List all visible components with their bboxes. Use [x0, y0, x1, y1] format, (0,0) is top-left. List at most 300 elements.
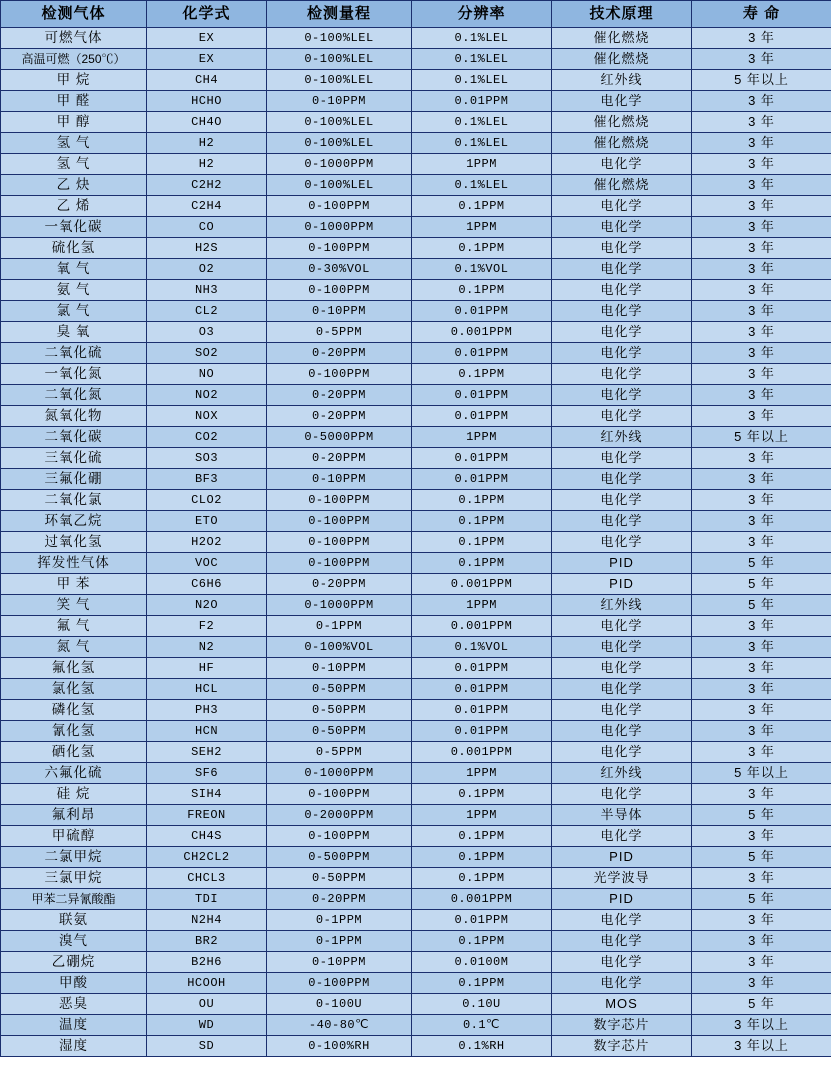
- cell-gas: 三氧化硫: [1, 448, 147, 469]
- cell-resolution: 0.001PPM: [412, 574, 552, 595]
- column-header-gas: 检测气体: [1, 1, 147, 28]
- cell-gas: 联氨: [1, 910, 147, 931]
- cell-formula: TDI: [147, 889, 267, 910]
- cell-formula: CH4S: [147, 826, 267, 847]
- cell-formula: SO3: [147, 448, 267, 469]
- cell-range: 0-5PPM: [267, 742, 412, 763]
- cell-resolution: 0.001PPM: [412, 616, 552, 637]
- table-row: [1, 595, 831, 616]
- table-row: [1, 91, 831, 112]
- table-row: [1, 28, 831, 49]
- cell-lifetime: 5 年: [692, 889, 831, 910]
- table-row: [1, 280, 831, 301]
- cell-principle: 催化燃烧: [552, 28, 692, 49]
- cell-formula: HCHO: [147, 91, 267, 112]
- cell-range: 0-20PPM: [267, 889, 412, 910]
- cell-gas: 氟化氢: [1, 658, 147, 679]
- cell-range: 0-10PPM: [267, 952, 412, 973]
- table-row: [1, 637, 831, 658]
- cell-formula: SD: [147, 1036, 267, 1057]
- cell-principle: 电化学: [552, 259, 692, 280]
- cell-formula: CO2: [147, 427, 267, 448]
- cell-range: 0-100PPM: [267, 532, 412, 553]
- cell-range: 0-20PPM: [267, 448, 412, 469]
- cell-gas: 甲 醇: [1, 112, 147, 133]
- cell-formula: SF6: [147, 763, 267, 784]
- cell-principle: 电化学: [552, 217, 692, 238]
- table-row: [1, 511, 831, 532]
- cell-gas: 湿度: [1, 1036, 147, 1057]
- cell-principle: 红外线: [552, 595, 692, 616]
- cell-gas: 环氧乙烷: [1, 511, 147, 532]
- cell-principle: 电化学: [552, 973, 692, 994]
- table-row: [1, 427, 831, 448]
- cell-resolution: 0.01PPM: [412, 91, 552, 112]
- table-row: [1, 1036, 831, 1057]
- cell-range: 0-100%VOL: [267, 637, 412, 658]
- cell-formula: CL2: [147, 301, 267, 322]
- cell-resolution: 0.01PPM: [412, 301, 552, 322]
- cell-lifetime: 5 年以上: [692, 427, 831, 448]
- cell-gas: 氢 气: [1, 133, 147, 154]
- cell-principle: 电化学: [552, 469, 692, 490]
- cell-principle: 红外线: [552, 70, 692, 91]
- cell-lifetime: 3 年: [692, 532, 831, 553]
- cell-lifetime: 3 年: [692, 511, 831, 532]
- table-row: [1, 721, 831, 742]
- cell-lifetime: 3 年: [692, 700, 831, 721]
- table-row: [1, 973, 831, 994]
- cell-lifetime: 3 年: [692, 406, 831, 427]
- cell-formula: CO: [147, 217, 267, 238]
- cell-range: 0-100PPM: [267, 553, 412, 574]
- cell-principle: 电化学: [552, 658, 692, 679]
- cell-range: 0-1PPM: [267, 616, 412, 637]
- cell-lifetime: 3 年: [692, 154, 831, 175]
- cell-range: 0-100PPM: [267, 784, 412, 805]
- cell-formula: N2H4: [147, 910, 267, 931]
- table-header: [1, 1, 831, 28]
- cell-gas: 二氧化碳: [1, 427, 147, 448]
- cell-formula: H2: [147, 154, 267, 175]
- cell-range: 0-2000PPM: [267, 805, 412, 826]
- cell-formula: F2: [147, 616, 267, 637]
- cell-principle: 催化燃烧: [552, 133, 692, 154]
- cell-gas: 二氯甲烷: [1, 847, 147, 868]
- cell-resolution: 1PPM: [412, 763, 552, 784]
- cell-lifetime: 5 年: [692, 574, 831, 595]
- cell-lifetime: 3 年: [692, 658, 831, 679]
- cell-lifetime: 3 年: [692, 784, 831, 805]
- cell-range: 0-10PPM: [267, 301, 412, 322]
- cell-resolution: 0.001PPM: [412, 322, 552, 343]
- cell-resolution: 0.01PPM: [412, 343, 552, 364]
- cell-lifetime: 3 年: [692, 301, 831, 322]
- cell-principle: 数字芯片: [552, 1036, 692, 1057]
- cell-gas: 二氧化氮: [1, 385, 147, 406]
- cell-lifetime: 3 年: [692, 196, 831, 217]
- cell-resolution: 0.1PPM: [412, 511, 552, 532]
- cell-gas: 甲硫醇: [1, 826, 147, 847]
- cell-formula: O3: [147, 322, 267, 343]
- cell-range: 0-50PPM: [267, 868, 412, 889]
- cell-principle: 电化学: [552, 532, 692, 553]
- cell-gas: 氟 气: [1, 616, 147, 637]
- cell-lifetime: 3 年: [692, 280, 831, 301]
- cell-resolution: 0.1%VOL: [412, 637, 552, 658]
- cell-range: 0-500PPM: [267, 847, 412, 868]
- table-header-row: [1, 1, 831, 28]
- cell-principle: 电化学: [552, 448, 692, 469]
- cell-principle: 催化燃烧: [552, 175, 692, 196]
- cell-range: 0-50PPM: [267, 721, 412, 742]
- cell-gas: 硒化氢: [1, 742, 147, 763]
- cell-resolution: 0.1PPM: [412, 490, 552, 511]
- cell-lifetime: 3 年以上: [692, 1036, 831, 1057]
- cell-formula: EX: [147, 28, 267, 49]
- cell-range: -40-80℃: [267, 1015, 412, 1036]
- table-row: [1, 343, 831, 364]
- table-row: [1, 742, 831, 763]
- table-row: [1, 469, 831, 490]
- cell-resolution: 0.1PPM: [412, 868, 552, 889]
- cell-lifetime: 3 年: [692, 322, 831, 343]
- cell-range: 0-100U: [267, 994, 412, 1015]
- cell-gas: 乙 炔: [1, 175, 147, 196]
- column-header-lifetime: 寿 命: [692, 1, 831, 28]
- table-row: [1, 301, 831, 322]
- cell-gas: 臭 氧: [1, 322, 147, 343]
- cell-resolution: 0.1%LEL: [412, 28, 552, 49]
- table-row: [1, 406, 831, 427]
- cell-principle: 光学波导: [552, 868, 692, 889]
- cell-principle: 电化学: [552, 784, 692, 805]
- cell-resolution: 0.01PPM: [412, 721, 552, 742]
- cell-resolution: 0.1%LEL: [412, 133, 552, 154]
- cell-formula: C2H4: [147, 196, 267, 217]
- cell-lifetime: 3 年: [692, 973, 831, 994]
- table-row: [1, 448, 831, 469]
- cell-principle: 电化学: [552, 301, 692, 322]
- cell-resolution: 0.0100M: [412, 952, 552, 973]
- cell-formula: N2O: [147, 595, 267, 616]
- cell-resolution: 0.1%VOL: [412, 259, 552, 280]
- cell-lifetime: 3 年: [692, 868, 831, 889]
- cell-range: 0-20PPM: [267, 574, 412, 595]
- table-row: [1, 490, 831, 511]
- cell-resolution: 0.1PPM: [412, 931, 552, 952]
- cell-principle: 电化学: [552, 154, 692, 175]
- cell-resolution: 0.1PPM: [412, 826, 552, 847]
- cell-range: 0-100%LEL: [267, 49, 412, 70]
- cell-gas: 硫化氢: [1, 238, 147, 259]
- cell-lifetime: 5 年以上: [692, 70, 831, 91]
- cell-formula: B2H6: [147, 952, 267, 973]
- table-row: [1, 217, 831, 238]
- cell-formula: BR2: [147, 931, 267, 952]
- cell-gas: 氮 气: [1, 637, 147, 658]
- cell-lifetime: 3 年: [692, 952, 831, 973]
- cell-lifetime: 3 年: [692, 721, 831, 742]
- cell-resolution: 0.1PPM: [412, 280, 552, 301]
- table-row: [1, 322, 831, 343]
- cell-gas: 磷化氢: [1, 700, 147, 721]
- cell-formula: H2O2: [147, 532, 267, 553]
- cell-gas: 氰化氢: [1, 721, 147, 742]
- cell-range: 0-100%LEL: [267, 28, 412, 49]
- cell-formula: EX: [147, 49, 267, 70]
- cell-formula: CH4: [147, 70, 267, 91]
- cell-formula: VOC: [147, 553, 267, 574]
- cell-lifetime: 3 年: [692, 133, 831, 154]
- cell-resolution: 0.01PPM: [412, 448, 552, 469]
- cell-resolution: 0.01PPM: [412, 679, 552, 700]
- table-row: [1, 868, 831, 889]
- cell-resolution: 0.001PPM: [412, 742, 552, 763]
- cell-range: 0-100%LEL: [267, 112, 412, 133]
- cell-principle: 电化学: [552, 385, 692, 406]
- table-row: [1, 175, 831, 196]
- cell-gas: 乙硼烷: [1, 952, 147, 973]
- cell-range: 0-20PPM: [267, 343, 412, 364]
- cell-range: 0-100PPM: [267, 490, 412, 511]
- cell-resolution: 0.01PPM: [412, 658, 552, 679]
- cell-formula: CH4O: [147, 112, 267, 133]
- table-row: [1, 931, 831, 952]
- cell-formula: HF: [147, 658, 267, 679]
- column-header-principle: 技术原理: [552, 1, 692, 28]
- cell-range: 0-100PPM: [267, 280, 412, 301]
- cell-gas: 三氟化硼: [1, 469, 147, 490]
- cell-resolution: 0.1PPM: [412, 784, 552, 805]
- cell-principle: 半导体: [552, 805, 692, 826]
- cell-principle: 数字芯片: [552, 1015, 692, 1036]
- cell-principle: 电化学: [552, 721, 692, 742]
- cell-range: 0-100PPM: [267, 364, 412, 385]
- cell-formula: SIH4: [147, 784, 267, 805]
- cell-lifetime: 3 年: [692, 742, 831, 763]
- cell-lifetime: 5 年: [692, 595, 831, 616]
- cell-gas: 乙 烯: [1, 196, 147, 217]
- cell-principle: 电化学: [552, 322, 692, 343]
- table-row: [1, 259, 831, 280]
- cell-range: 0-1000PPM: [267, 763, 412, 784]
- cell-resolution: 0.1PPM: [412, 532, 552, 553]
- cell-range: 0-100%LEL: [267, 70, 412, 91]
- cell-lifetime: 3 年: [692, 490, 831, 511]
- cell-range: 0-100PPM: [267, 826, 412, 847]
- cell-lifetime: 5 年: [692, 847, 831, 868]
- cell-resolution: 0.1PPM: [412, 847, 552, 868]
- cell-gas: 溴气: [1, 931, 147, 952]
- cell-lifetime: 5 年: [692, 805, 831, 826]
- table-row: [1, 700, 831, 721]
- cell-principle: 电化学: [552, 511, 692, 532]
- cell-resolution: 0.01PPM: [412, 469, 552, 490]
- cell-principle: 电化学: [552, 343, 692, 364]
- column-header-range: 检测量程: [267, 1, 412, 28]
- cell-resolution: 1PPM: [412, 595, 552, 616]
- cell-lifetime: 3 年: [692, 679, 831, 700]
- table-row: [1, 238, 831, 259]
- table-row: [1, 847, 831, 868]
- cell-lifetime: 3 年: [692, 49, 831, 70]
- table-row: [1, 658, 831, 679]
- cell-formula: HCOOH: [147, 973, 267, 994]
- cell-formula: SEH2: [147, 742, 267, 763]
- cell-formula: NOX: [147, 406, 267, 427]
- cell-gas: 三氯甲烷: [1, 868, 147, 889]
- cell-principle: 红外线: [552, 763, 692, 784]
- cell-gas: 甲酸: [1, 973, 147, 994]
- cell-lifetime: 3 年: [692, 448, 831, 469]
- cell-resolution: 1PPM: [412, 217, 552, 238]
- table-row: [1, 154, 831, 175]
- cell-principle: 电化学: [552, 490, 692, 511]
- table-row: [1, 574, 831, 595]
- cell-gas: 氟利昂: [1, 805, 147, 826]
- cell-principle: 催化燃烧: [552, 112, 692, 133]
- cell-gas: 过氧化氢: [1, 532, 147, 553]
- cell-principle: 电化学: [552, 826, 692, 847]
- cell-formula: ETO: [147, 511, 267, 532]
- table-row: [1, 826, 831, 847]
- cell-lifetime: 3 年: [692, 910, 831, 931]
- cell-gas: 可燃气体: [1, 28, 147, 49]
- cell-gas: 二氧化氯: [1, 490, 147, 511]
- column-header-formula: 化学式: [147, 1, 267, 28]
- cell-formula: FREON: [147, 805, 267, 826]
- table-row: [1, 553, 831, 574]
- cell-lifetime: 3 年: [692, 238, 831, 259]
- cell-gas: 一氧化氮: [1, 364, 147, 385]
- cell-range: 0-30%VOL: [267, 259, 412, 280]
- cell-lifetime: 5 年: [692, 994, 831, 1015]
- cell-resolution: 0.1%LEL: [412, 112, 552, 133]
- cell-gas: 一氧化碳: [1, 217, 147, 238]
- cell-formula: C6H6: [147, 574, 267, 595]
- cell-principle: PID: [552, 553, 692, 574]
- table-row: [1, 70, 831, 91]
- cell-lifetime: 3 年: [692, 217, 831, 238]
- cell-formula: WD: [147, 1015, 267, 1036]
- table-row: [1, 910, 831, 931]
- table-row: [1, 952, 831, 973]
- table-row: [1, 805, 831, 826]
- cell-formula: OU: [147, 994, 267, 1015]
- cell-principle: PID: [552, 574, 692, 595]
- cell-resolution: 1PPM: [412, 154, 552, 175]
- cell-range: 0-1000PPM: [267, 154, 412, 175]
- cell-gas: 挥发性气体: [1, 553, 147, 574]
- cell-range: 0-100PPM: [267, 238, 412, 259]
- cell-range: 0-1000PPM: [267, 217, 412, 238]
- cell-gas: 恶臭: [1, 994, 147, 1015]
- cell-range: 0-10PPM: [267, 469, 412, 490]
- cell-formula: CLO2: [147, 490, 267, 511]
- cell-resolution: 0.001PPM: [412, 889, 552, 910]
- cell-resolution: 1PPM: [412, 427, 552, 448]
- table-row: [1, 364, 831, 385]
- table-row: [1, 532, 831, 553]
- cell-gas: 氯 气: [1, 301, 147, 322]
- cell-range: 0-20PPM: [267, 406, 412, 427]
- table-row: [1, 196, 831, 217]
- column-header-resolution: 分辨率: [412, 1, 552, 28]
- cell-range: 0-1000PPM: [267, 595, 412, 616]
- cell-resolution: 0.1PPM: [412, 973, 552, 994]
- table-row: [1, 616, 831, 637]
- cell-range: 0-5000PPM: [267, 427, 412, 448]
- cell-gas: 六氟化硫: [1, 763, 147, 784]
- cell-resolution: 1PPM: [412, 805, 552, 826]
- cell-lifetime: 5 年以上: [692, 763, 831, 784]
- cell-lifetime: 3 年: [692, 343, 831, 364]
- cell-principle: 电化学: [552, 238, 692, 259]
- cell-lifetime: 3 年: [692, 931, 831, 952]
- cell-range: 0-1PPM: [267, 931, 412, 952]
- cell-lifetime: 3 年: [692, 28, 831, 49]
- cell-gas: 甲 苯: [1, 574, 147, 595]
- cell-lifetime: 5 年: [692, 553, 831, 574]
- cell-gas: 高温可燃（250℃）: [1, 49, 147, 70]
- table-row: [1, 679, 831, 700]
- cell-gas: 氯化氢: [1, 679, 147, 700]
- cell-resolution: 0.1%LEL: [412, 49, 552, 70]
- cell-resolution: 0.1%LEL: [412, 70, 552, 91]
- cell-lifetime: 3 年: [692, 259, 831, 280]
- cell-formula: PH3: [147, 700, 267, 721]
- cell-resolution: 0.1PPM: [412, 238, 552, 259]
- cell-principle: PID: [552, 847, 692, 868]
- cell-gas: 硅 烷: [1, 784, 147, 805]
- cell-lifetime: 3 年: [692, 112, 831, 133]
- cell-gas: 氮氧化物: [1, 406, 147, 427]
- table-row: [1, 133, 831, 154]
- table-row: [1, 889, 831, 910]
- cell-resolution: 0.1%LEL: [412, 175, 552, 196]
- cell-principle: 电化学: [552, 952, 692, 973]
- cell-range: 0-10PPM: [267, 658, 412, 679]
- table-row: [1, 112, 831, 133]
- cell-gas: 甲 烷: [1, 70, 147, 91]
- cell-range: 0-50PPM: [267, 679, 412, 700]
- cell-gas: 甲苯二异氰酸酯: [1, 889, 147, 910]
- cell-principle: PID: [552, 889, 692, 910]
- cell-resolution: 0.1%RH: [412, 1036, 552, 1057]
- cell-range: 0-100%RH: [267, 1036, 412, 1057]
- cell-formula: HCN: [147, 721, 267, 742]
- cell-range: 0-10PPM: [267, 91, 412, 112]
- cell-principle: 电化学: [552, 742, 692, 763]
- cell-range: 0-100PPM: [267, 196, 412, 217]
- table-row: [1, 385, 831, 406]
- cell-principle: 电化学: [552, 280, 692, 301]
- cell-gas: 温度: [1, 1015, 147, 1036]
- cell-principle: 电化学: [552, 406, 692, 427]
- cell-formula: NH3: [147, 280, 267, 301]
- cell-lifetime: 3 年以上: [692, 1015, 831, 1036]
- cell-lifetime: 3 年: [692, 385, 831, 406]
- cell-resolution: 0.01PPM: [412, 385, 552, 406]
- cell-resolution: 0.1PPM: [412, 553, 552, 574]
- cell-range: 0-100PPM: [267, 511, 412, 532]
- cell-formula: H2: [147, 133, 267, 154]
- cell-formula: SO2: [147, 343, 267, 364]
- table-row: [1, 994, 831, 1015]
- cell-principle: 电化学: [552, 91, 692, 112]
- cell-resolution: 0.01PPM: [412, 406, 552, 427]
